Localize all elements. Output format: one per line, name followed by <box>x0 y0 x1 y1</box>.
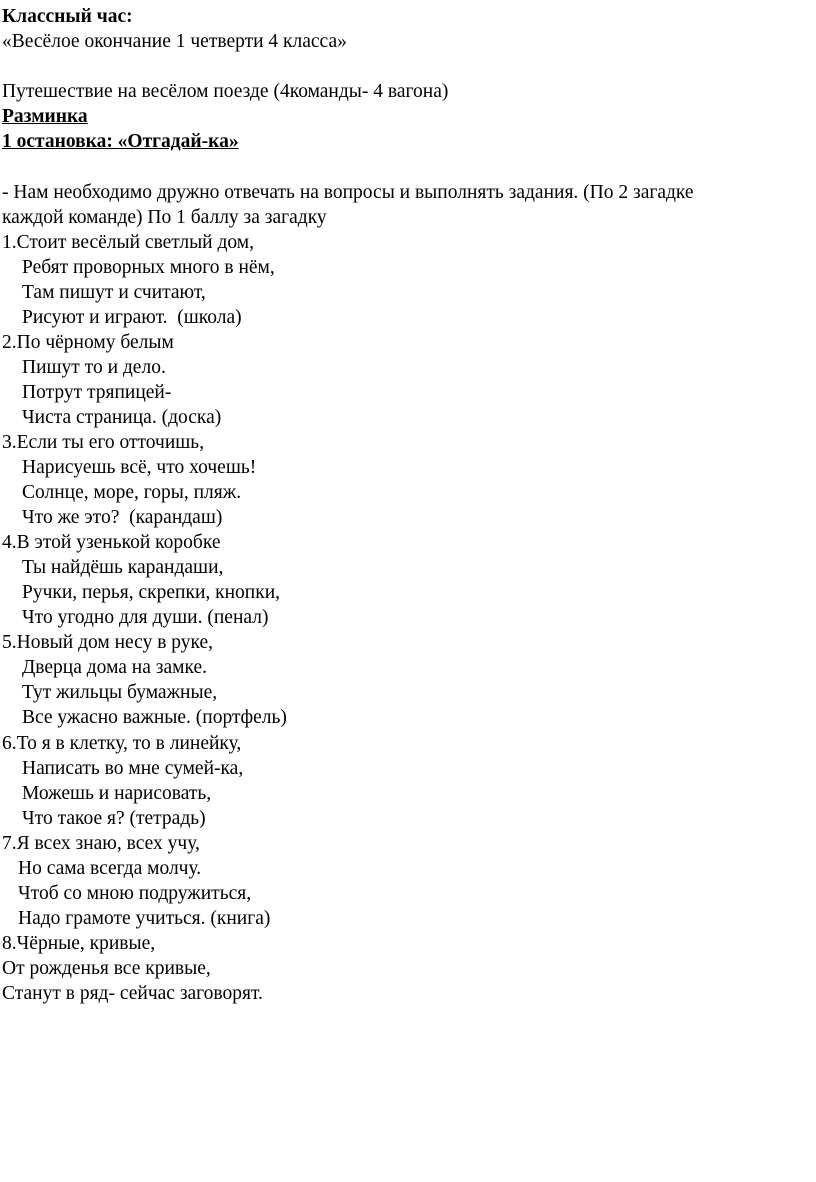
riddle-3-line-2: Нарисуешь всё, что хочешь! <box>22 457 257 478</box>
riddle-3-line-4: Что же это? (карандаш) <box>22 507 223 528</box>
riddle-1-line-3: Там пишут и считают, <box>22 282 206 303</box>
riddle-4-line-3: Ручки, перья, скрепки, кнопки, <box>22 582 281 603</box>
riddle-7-line-2: Но сама всегда молчу. <box>18 858 202 879</box>
riddle-2-line-2: Пишут то и дело. <box>22 357 166 378</box>
riddle-4-line-2: Ты найдёшь карандаши, <box>22 557 224 578</box>
riddle-8-line-1: 8.Чёрные, кривые, <box>2 933 156 954</box>
riddle-5-line-2: Дверца дома на замке. <box>22 657 207 678</box>
riddle-5-line-1: 5.Новый дом несу в руке, <box>2 632 214 653</box>
riddle-1-line-1: 1.Стоит весёлый светлый дом, <box>2 232 255 253</box>
riddle-3-line-3: Солнце, море, горы, пляж. <box>22 482 242 503</box>
journey-line: Путешествие на весёлом поезде (4команды- 4 вагона) <box>2 81 449 102</box>
warmup-heading: Разминка <box>2 106 88 127</box>
doc-title: Классный час: <box>2 6 133 27</box>
riddle-6-line-2: Написать во мне сумей-ка, <box>22 758 244 779</box>
riddle-5-line-3: Тут жильцы бумажные, <box>22 682 218 703</box>
riddle-6-line-4: Что такое я? (тетрадь) <box>22 808 206 829</box>
riddle-1-line-4: Рисуют и играют. (школа) <box>22 307 242 328</box>
riddle-1-line-2: Ребят проворных много в нём, <box>22 257 275 278</box>
stop1-heading: 1 остановка: «Отгадай-ка» <box>2 131 239 152</box>
riddle-2-line-1: 2.По чёрному белым <box>2 332 174 353</box>
riddle-7-line-1: 7.Я всех знаю, всех учу, <box>2 833 200 854</box>
doc-subtitle: «Весёлое окончание 1 четверти 4 класса» <box>2 31 347 52</box>
riddle-2-line-4: Чиста страница. (доска) <box>22 407 222 428</box>
instructions-line-2: каждой команде) По 1 баллу за загадку <box>2 207 327 228</box>
riddle-7-line-4: Надо грамоте учиться. (книга) <box>18 908 271 929</box>
riddle-2-line-3: Потрут тряпицей- <box>22 382 172 403</box>
instructions-line-1: - Нам необходимо дружно отвечать на вопросы и выполнять задания. (По 2 загадке <box>2 182 694 203</box>
riddle-5-line-4: Все ужасно важные. (портфель) <box>22 707 287 728</box>
riddle-7-line-3: Чтоб со мною подружиться, <box>18 883 252 904</box>
riddle-6-line-1: 6.То я в клетку, то в линейку, <box>2 733 242 754</box>
riddle-8-line-2: От рожденья все кривые, <box>2 958 211 979</box>
riddle-3-line-1: 3.Если ты его отточишь, <box>2 432 205 453</box>
riddle-4-line-4: Что угодно для души. (пенал) <box>22 607 269 628</box>
riddle-8-line-3: Станут в ряд- сейчас заговорят. <box>2 983 263 1004</box>
riddle-4-line-1: 4.В этой узенькой коробке <box>2 532 221 553</box>
riddle-6-line-3: Можешь и нарисовать, <box>22 783 212 804</box>
